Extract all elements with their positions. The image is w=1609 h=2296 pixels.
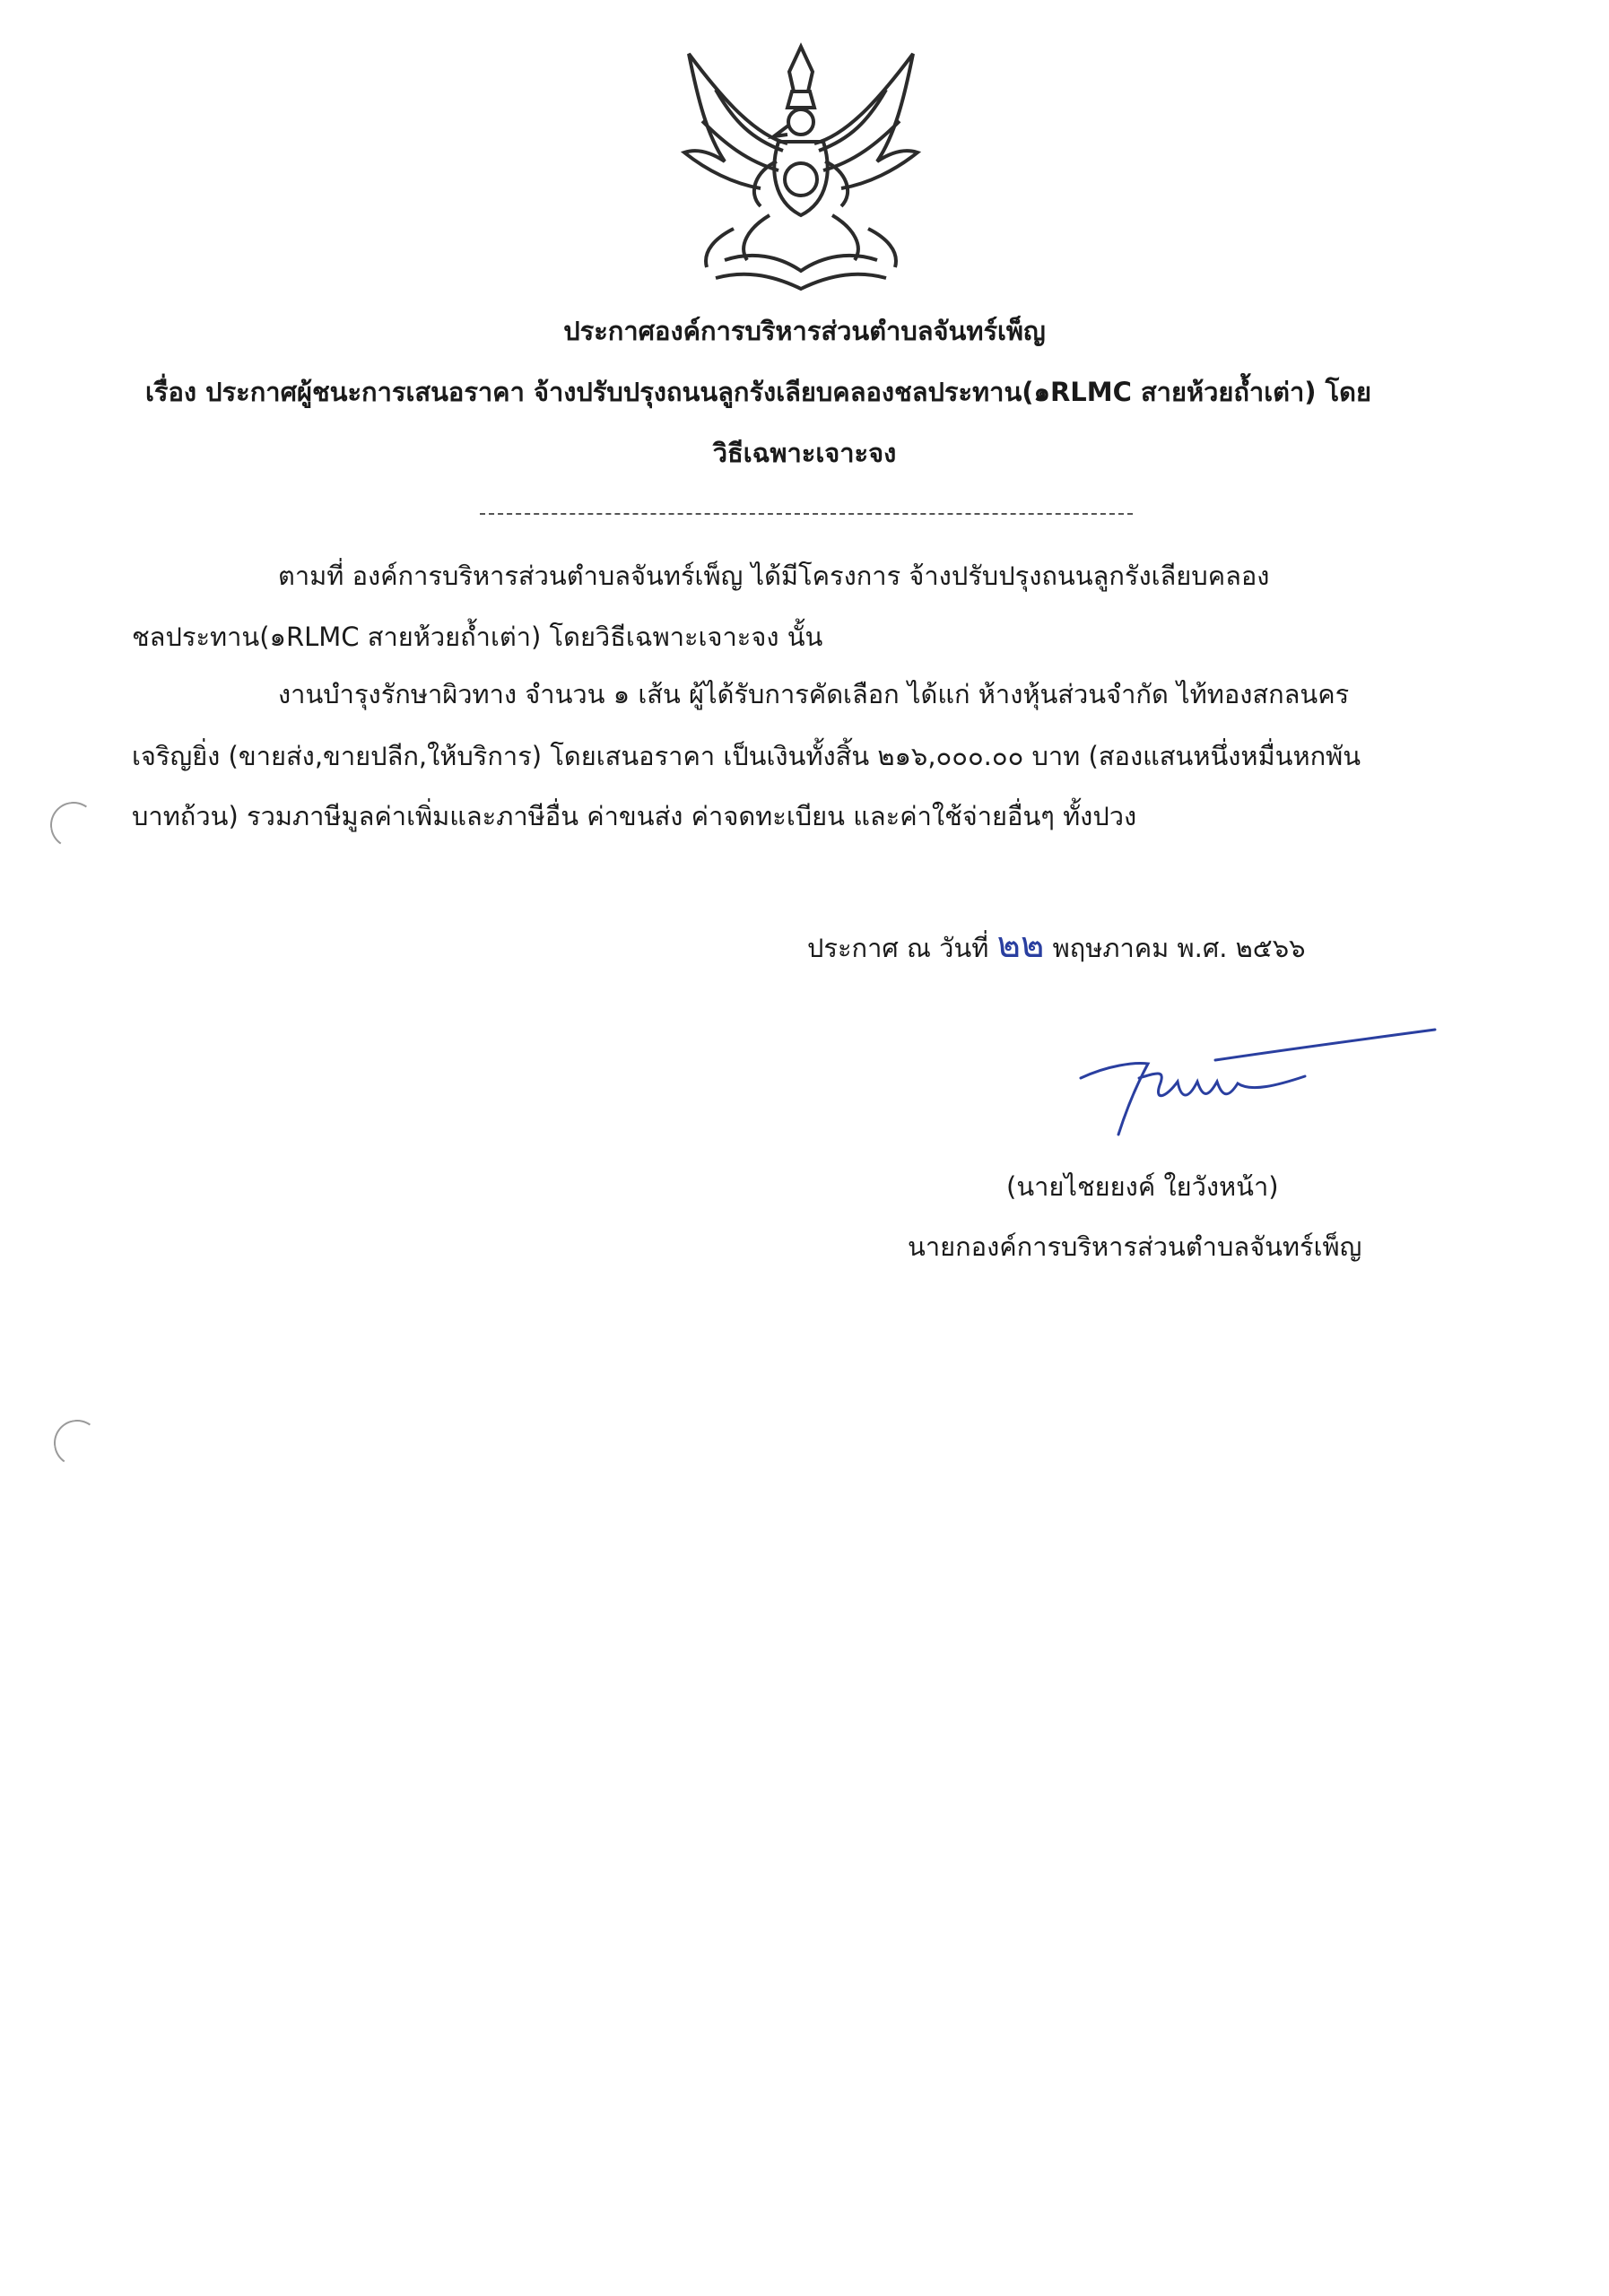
announcement-month-year: พฤษภาคม พ.ศ. ๒๕๖๖ (1052, 933, 1306, 963)
announcement-prefix: ประกาศ ณ วันที่ (807, 933, 989, 963)
paragraph-2-line-3: บาทถ้วน) รวมภาษีมูลค่าเพิ่มและภาษีอื่น ค่าขนส่ง ค่าจดทะเบียน และค่าใช้จ่ายอื่นๆ ทั้งปวง (132, 801, 1137, 831)
handwritten-day: ๒๒ (996, 925, 1045, 966)
announcement-date (807, 924, 1306, 967)
signature-icon (1072, 1022, 1448, 1148)
paragraph-1-line-1: ตามที่ องค์การบริหารส่วนตำบลจันทร์เพ็ญ ได้มีโครงการ จ้างปรับปรุงถนนลูกรังเลียบคลอง (278, 561, 1270, 591)
garuda-emblem-icon (662, 36, 940, 296)
subject-line-1: เรื่อง ประกาศผู้ชนะการเสนอราคา จ้างปรับปรุงถนนลูกรังเลียบคลองชลประทาน(๑RLMC สายห้วยถ้ำเต่า) โดย (145, 377, 1371, 407)
document-title: ประกาศองค์การบริหารส่วนตำบลจันทร์เพ็ญ (563, 316, 1046, 346)
paragraph-2-line-2: เจริญยิ่ง (ขายส่ง,ขายปลีก,ให้บริการ) โดยเสนอราคา เป็นเงินทั้งสิ้น ๒๑๖,๐๐๐.๐๐ บาท (สองแสนหนึ่งหมื่นหกพัน (132, 741, 1361, 771)
paragraph-2-line-1: งานบำรุงรักษาผิวทาง จำนวน ๑ เส้น ผู้ได้รับการคัดเลือก ได้แก่ ห้างหุ้นส่วนจำกัด ไท้ทองสกลนคร (278, 679, 1350, 709)
punch-hole-mark (47, 798, 100, 852)
header-divider (480, 513, 1133, 515)
punch-hole-mark (50, 1416, 104, 1470)
subject-line-2: วิธีเฉพาะเจาะจง (712, 438, 897, 468)
signatory-position: นายกองค์การบริหารส่วนตำบลจันทร์เพ็ญ (908, 1231, 1362, 1262)
paragraph-1-line-2: ชลประทาน(๑RLMC สายห้วยถ้ำเต่า) โดยวิธีเฉพาะเจาะจง นั้น (132, 622, 823, 652)
signatory-name: (นายไชยยงค์ ใยวังหน้า) (1006, 1171, 1279, 1202)
